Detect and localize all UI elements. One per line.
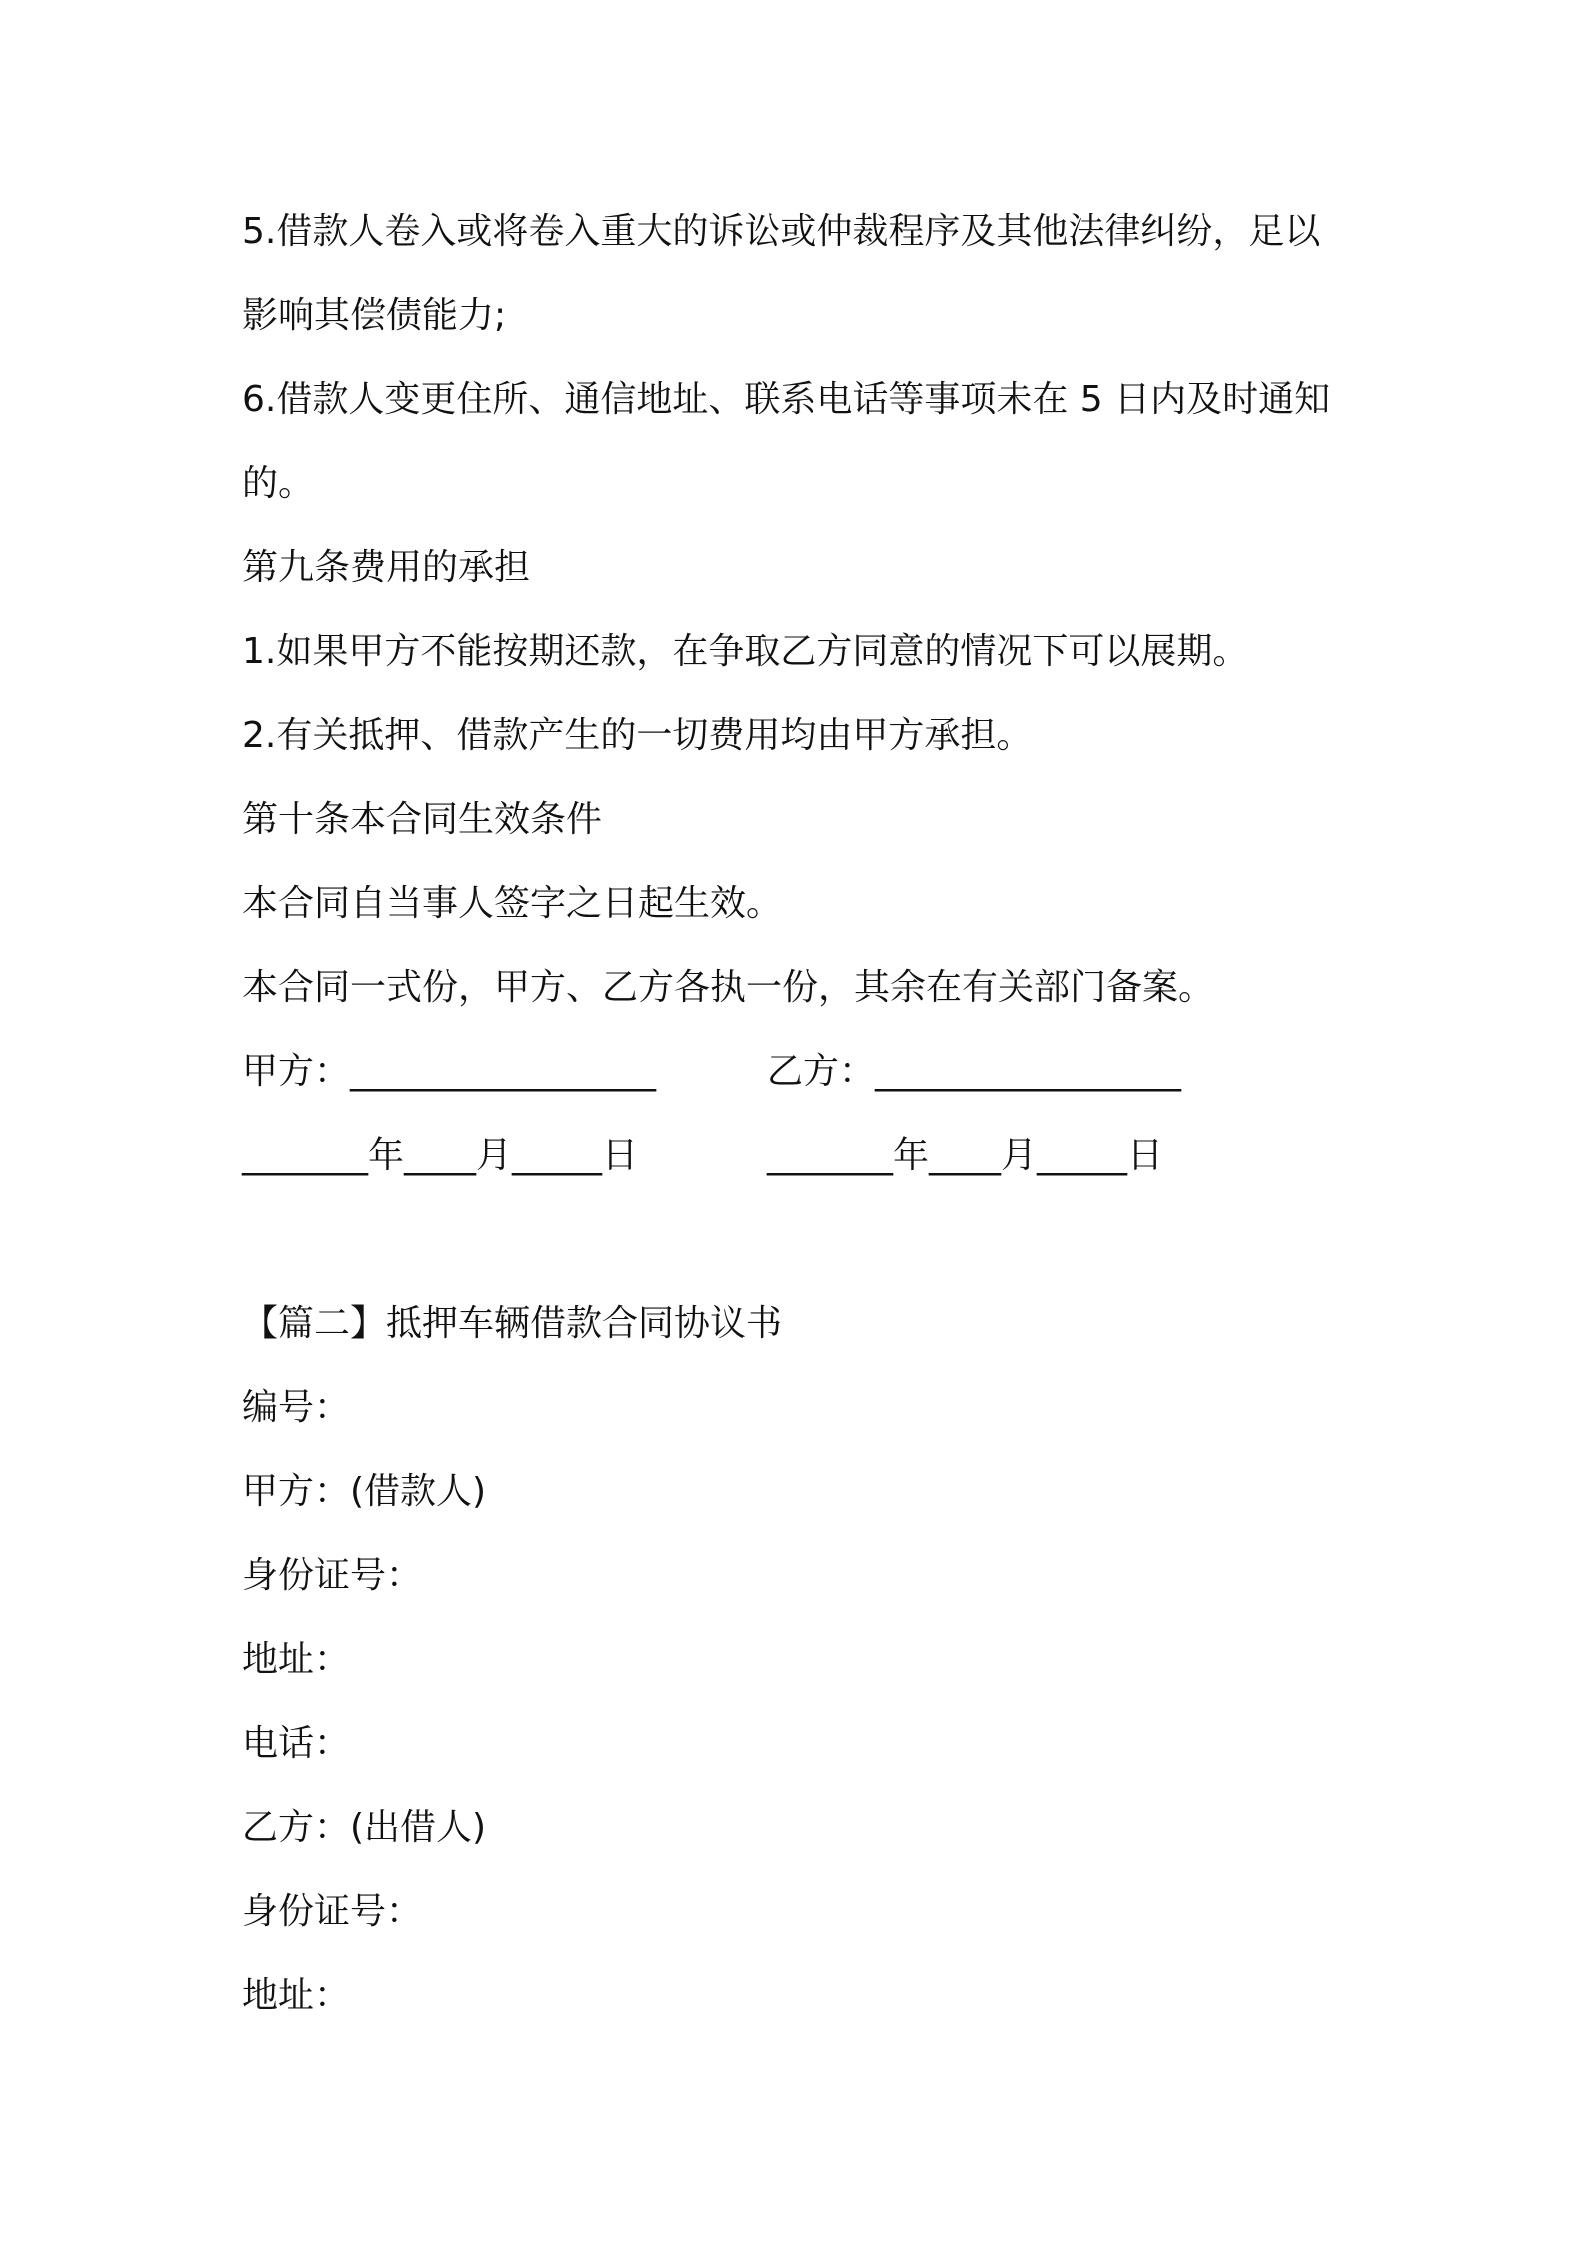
party-b-signature: 乙方：_________________ [767, 1051, 1182, 1092]
article-10-heading: 第十条本合同生效条件 [242, 799, 603, 840]
field-party-a-phone: 电话： [242, 1723, 351, 1764]
party-a-signature: 甲方：_________________ [242, 1051, 657, 1092]
field-party-b-address: 地址： [242, 1975, 351, 2016]
field-party-a-id-number: 身份证号： [242, 1555, 423, 1596]
article-9-item-2: 2.有关抵押、借款产生的一切费用均由甲方承担。 [242, 715, 1033, 756]
article-9-item-1: 1.如果甲方不能按期还款，在争取乙方同意的情况下可以展期。 [242, 631, 1249, 672]
party-a-date: _______年____月_____日 [242, 1135, 638, 1176]
field-party-b-lender: 乙方：(出借人) [242, 1807, 487, 1848]
document-content [242, 190, 1352, 2038]
section-spacer [242, 1198, 1352, 1282]
signature-row [242, 1030, 1352, 1114]
field-contract-number: 编号： [242, 1387, 351, 1428]
field-party-a-address: 地址： [242, 1639, 351, 1680]
party-b-date: _______年____月_____日 [767, 1135, 1163, 1176]
article-10-copies: 本合同一式份，甲方、乙方各执一份，其余在有关部门备案。 [242, 967, 1215, 1008]
section-2-title: 【篇二】抵押车辆借款合同协议书 [242, 1303, 783, 1344]
clause-line-5: 5.借款人卷入或将卷入重大的诉讼或仲裁程序及其他法律纠纷，足以 [242, 211, 1321, 252]
article-10-effective: 本合同自当事人签字之日起生效。 [242, 883, 783, 924]
clause-line-6: 6.借款人变更住所、通信地址、联系电话等事项未在 5 日内及时通知 [242, 379, 1331, 420]
date-row [242, 1114, 1352, 1198]
field-party-a-borrower: 甲方：(借款人) [242, 1471, 487, 1512]
clause-line-5-continued: 影响其偿债能力; [242, 295, 507, 336]
clause-line-6-continued: 的。 [242, 463, 315, 504]
field-party-b-id-number: 身份证号： [242, 1891, 423, 1932]
article-9-heading: 第九条费用的承担 [242, 547, 531, 588]
